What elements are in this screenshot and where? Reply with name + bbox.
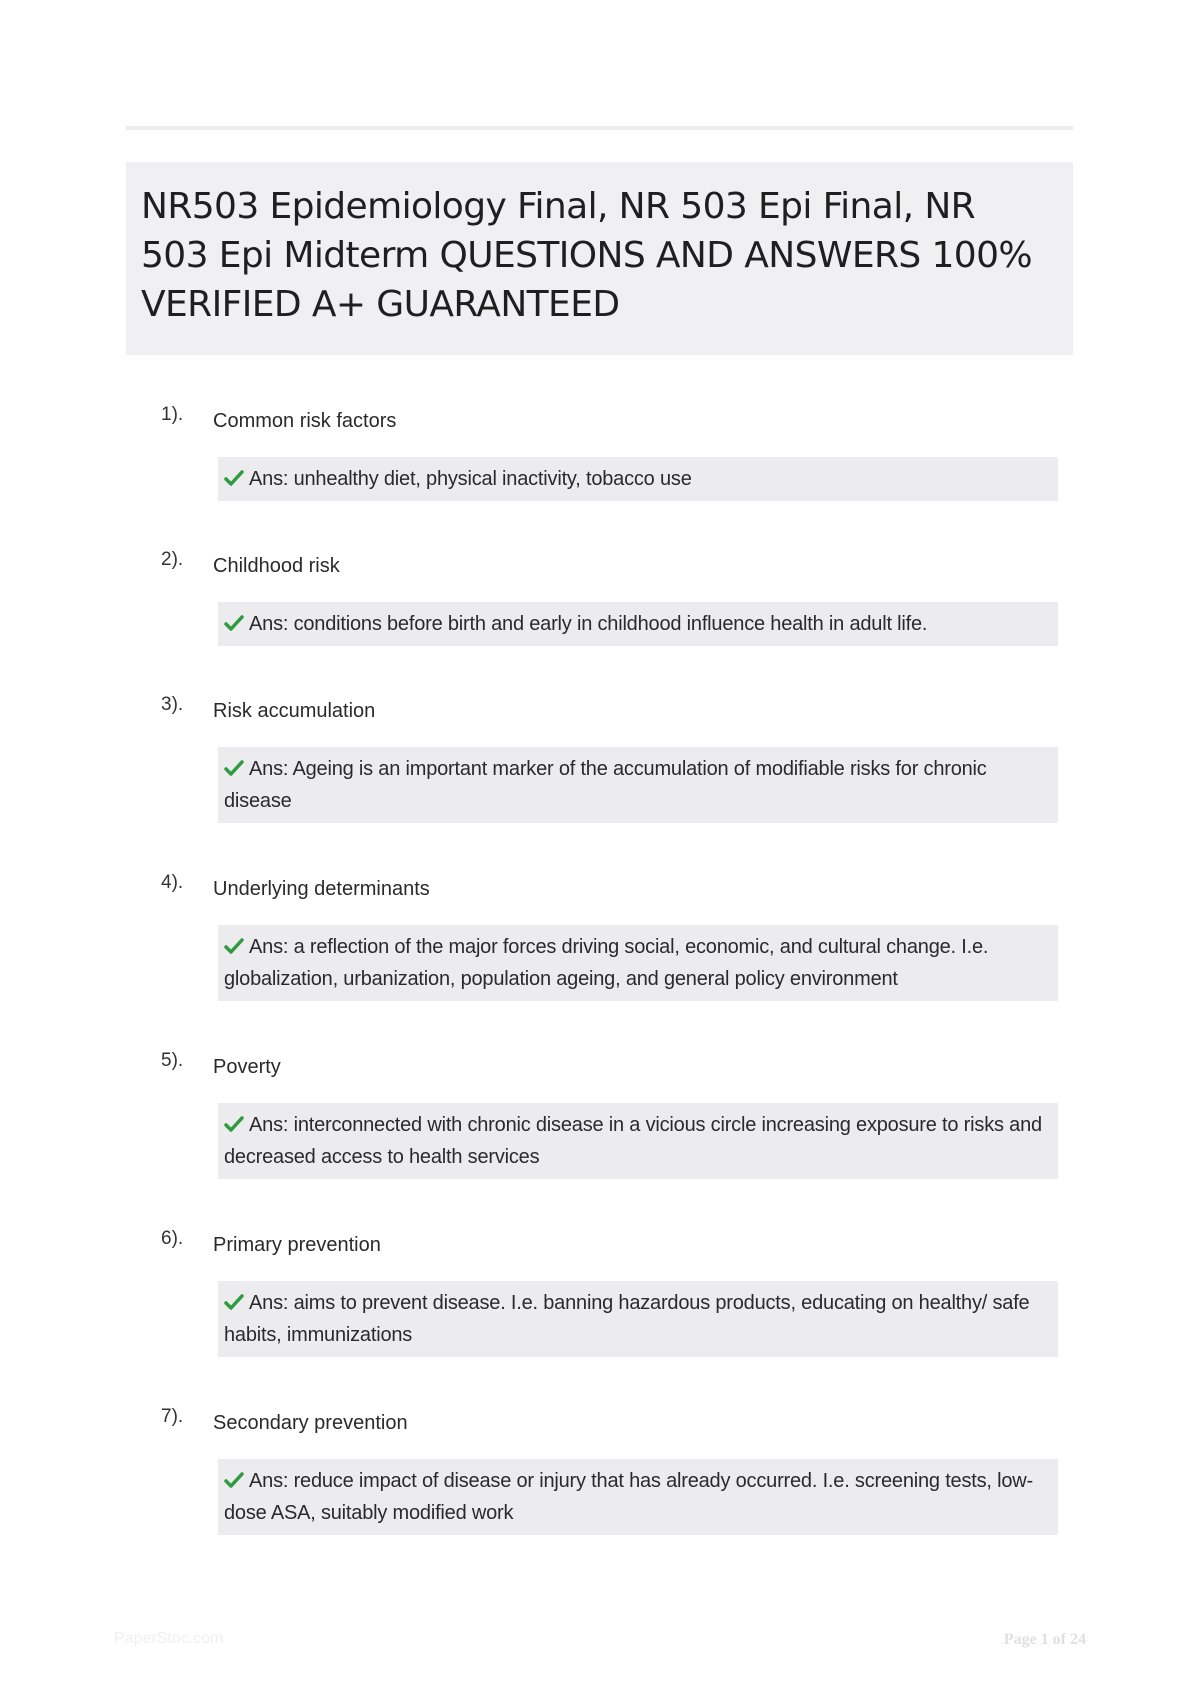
question-number: 3). (161, 694, 184, 715)
answer-text: Ans: Ageing is an important marker of the accumulation of modifiable risks for chronic disease (224, 758, 987, 812)
document-title: NR503 Epidemiology Final, NR 503 Epi Final, NR 503 Epi Midterm QUESTIONS AND ANSWERS 100% VERIFIED A+ GUARANTEED (141, 186, 1033, 325)
answer-text: Ans: unhealthy diet, physical inactivity, tobacco use (249, 468, 692, 490)
answer-box (218, 457, 1058, 501)
answer-box (218, 1281, 1058, 1357)
answer-box (218, 1459, 1058, 1535)
top-divider (126, 126, 1073, 130)
answer-box (218, 747, 1058, 823)
question-number: 2). (161, 549, 184, 570)
question-text: Underlying determinants (213, 878, 430, 900)
check-icon (224, 614, 244, 632)
title-banner (126, 162, 1073, 355)
question-number: 1). (161, 404, 184, 425)
question-text: Childhood risk (213, 555, 340, 577)
question-number: 7). (161, 1406, 184, 1427)
question-number: 6). (161, 1228, 184, 1249)
answer-text: Ans: interconnected with chronic disease in a vicious circle increasing exposure to risks and decreased access to health services (224, 1114, 1042, 1168)
question-number: 5). (161, 1050, 184, 1071)
check-icon (224, 1293, 244, 1311)
answer-box (218, 1103, 1058, 1179)
page-number: Page 1 of 24 (1003, 1631, 1086, 1648)
footer-watermark: PaperStoc.com (114, 1630, 224, 1647)
check-icon (224, 937, 244, 955)
answer-text: Ans: aims to prevent disease. I.e. banning hazardous products, educating on healthy/ safe habits, immunizations (224, 1292, 1030, 1346)
answer-box (218, 602, 1058, 646)
answer-text: Ans: a reflection of the major forces driving social, economic, and cultural change. I.e. globalization, urbanization, population ageing, and general policy environment (224, 936, 989, 990)
answer-text: Ans: reduce impact of disease or injury that has already occurred. I.e. screening tests, low-dose ASA, suitably modified work (224, 1470, 1034, 1524)
question-number: 4). (161, 872, 184, 893)
question-text: Common risk factors (213, 410, 397, 432)
question-text: Primary prevention (213, 1234, 381, 1256)
answer-box (218, 925, 1058, 1001)
answer-text: Ans: conditions before birth and early in childhood influence health in adult life. (249, 613, 928, 635)
question-text: Risk accumulation (213, 700, 376, 722)
check-icon (224, 1115, 244, 1133)
question-text: Poverty (213, 1056, 281, 1078)
check-icon (224, 469, 244, 487)
check-icon (224, 759, 244, 777)
question-text: Secondary prevention (213, 1412, 408, 1434)
check-icon (224, 1471, 244, 1489)
